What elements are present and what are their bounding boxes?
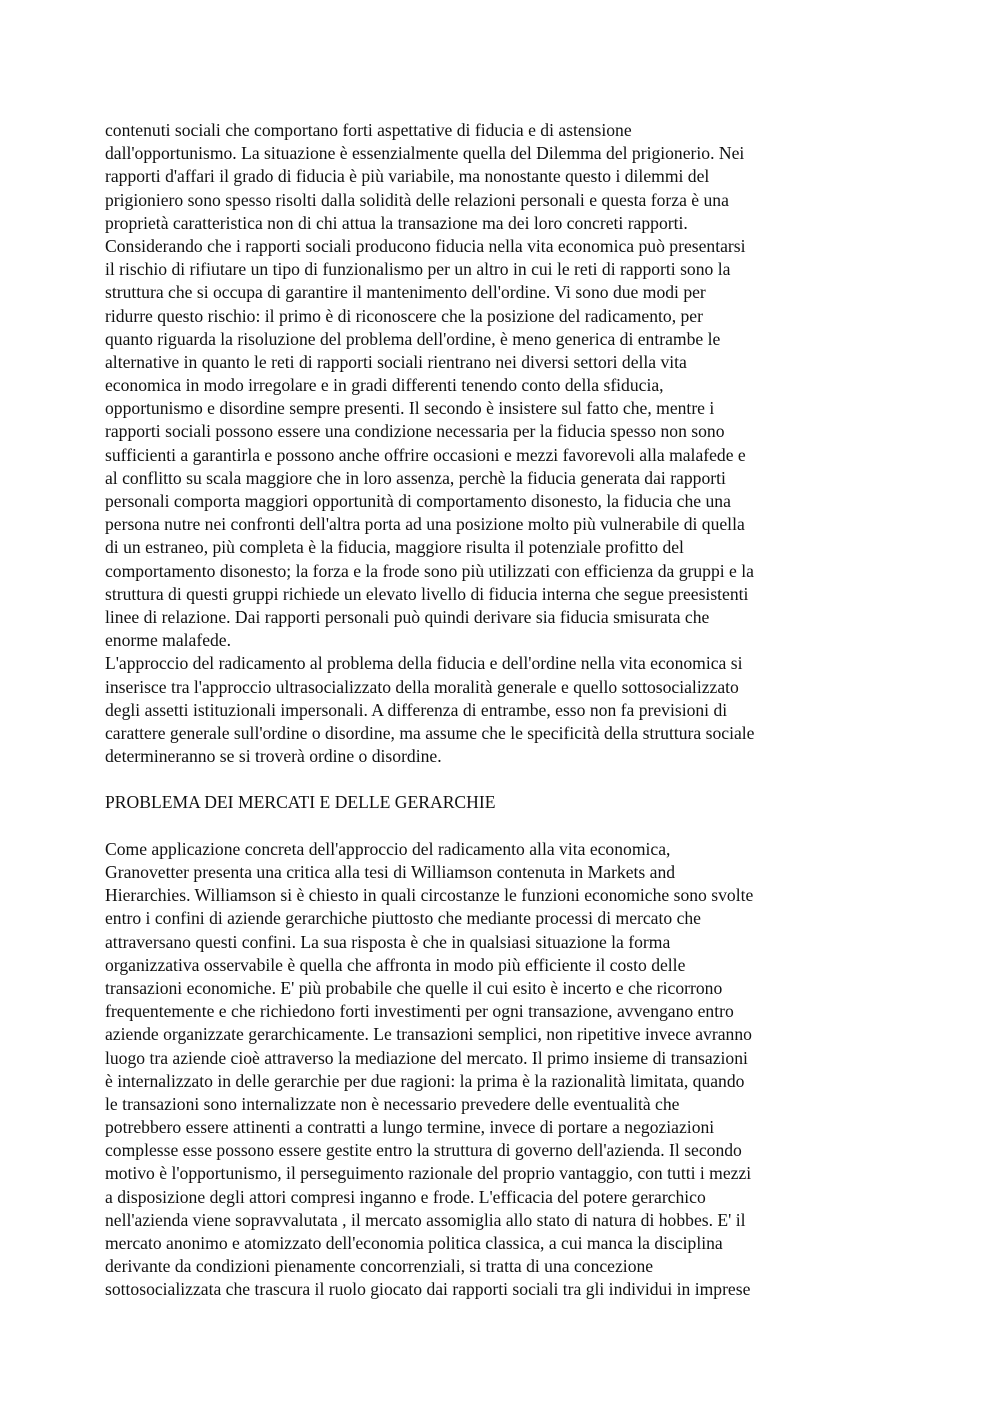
text-line: Considerando che i rapporti sociali producono fiducia nella vita economica può presentarsi bbox=[105, 235, 746, 256]
text-line: Hierarchies. Williamson si è chiesto in quali circostanze le funzioni economiche sono svolte bbox=[105, 885, 754, 906]
section-heading: PROBLEMA DEI MERCATI E DELLE GERARCHIE bbox=[105, 792, 496, 813]
text-line: alternative in quanto le reti di rapporti sociali rientrano nei diversi settori della vita bbox=[105, 351, 687, 372]
text-line: derivante da condizioni pienamente concorrenziali, si tratta di una concezione bbox=[105, 1256, 654, 1277]
text-line: le transazioni sono internalizzate non è necessario prevedere delle eventualità che bbox=[105, 1093, 680, 1114]
text-line: prigioniero sono spesso risolti dalla solidità delle relazioni personali e questa forza è una bbox=[105, 189, 729, 210]
paragraph-markets-hierarchies bbox=[105, 838, 865, 1302]
text-line: complesse esse possono essere gestite entro la struttura di governo dell'azienda. Il secondo bbox=[105, 1140, 742, 1161]
text-line: il rischio di rifiutare un tipo di funzionalismo per un altro in cui le reti di rapporti sono la bbox=[105, 259, 731, 280]
document-body bbox=[105, 119, 865, 1302]
text-line: linee di relazione. Dai rapporti personali può quindi derivare sia fiducia smisurata che bbox=[105, 606, 710, 627]
text-line: nell'azienda viene sopravvalutata , il mercato assomiglia allo stato di natura di hobbes. E' il bbox=[105, 1209, 746, 1230]
text-line: Granovetter presenta una critica alla tesi di Williamson contenuta in Markets and bbox=[105, 862, 676, 882]
text-line: carattere generale sull'ordine o disordine, ma assume che le specificità della struttura sociale bbox=[105, 722, 755, 743]
text-line: frequentemente e che richiedono forti investimenti per ogni transazione, avvengano entro bbox=[105, 1001, 734, 1022]
text-line: entro i confini di aziende gerarchiche piuttosto che mediante processi di mercato che bbox=[105, 908, 701, 929]
text-line: sottosocializzata che trascura il ruolo giocato dai rapporti sociali tra gli individui in imprese bbox=[105, 1279, 751, 1300]
text-line: contenuti sociali che comportano forti aspettative di fiducia e di astensione bbox=[105, 120, 632, 140]
text-line: persona nutre nei confronti dell'altra porta ad una posizione molto più vulnerabile di quella bbox=[105, 514, 745, 535]
text-line: di un estraneo, più completa è la fiducia, maggiore risulta il potenziale profitto del bbox=[105, 537, 684, 558]
text-line: aziende organizzate gerarchicamente. Le transazioni semplici, non ripetitive invece avranno bbox=[105, 1024, 752, 1045]
text-line: struttura di questi gruppi richiede un elevato livello di fiducia interna che segue preesistenti bbox=[105, 583, 749, 604]
text-line: determineranno se si troverà ordine o disordine. bbox=[105, 746, 442, 767]
text-line: struttura che si occupa di garantire il mantenimento dell'ordine. Vi sono due modi per bbox=[105, 282, 706, 303]
text-line: potrebbero essere attinenti a contratti a lungo termine, invece di portare a negoziazioni bbox=[105, 1117, 715, 1138]
text-line: mercato anonimo e atomizzato dell'economia politica classica, a cui manca la disciplina bbox=[105, 1233, 723, 1253]
paragraph-trust-and-order bbox=[105, 119, 865, 652]
text-line: enorme malafede. bbox=[105, 630, 232, 651]
text-line: personali comporta maggiori opportunità di comportamento disonesto, la fiducia che una bbox=[105, 491, 731, 511]
text-line: opportunismo e disordine sempre presenti. Il secondo è insistere sul fatto che, mentre i bbox=[105, 398, 715, 419]
text-line: transazioni economiche. E' più probabile che quelle il cui esito è incerto e che ricorrono bbox=[105, 977, 723, 998]
text-line: proprietà caratteristica non di chi attua la transazione ma dei loro concreti rapporti. bbox=[105, 212, 688, 233]
text-line: dall'opportunismo. La situazione è essenzialmente quella del Dilemma del prigionerio. Nei bbox=[105, 143, 745, 164]
text-line: a disposizione degli attori compresi inganno e frode. L'efficacia del potere gerarchico bbox=[105, 1186, 706, 1207]
text-line: economica in modo irregolare e in gradi differenti tenendo conto della sfiducia, bbox=[105, 375, 664, 396]
text-line: al conflitto su scala maggiore che in loro assenza, perchè la fiducia generata dai rapporti bbox=[105, 467, 726, 488]
paragraph-embeddedness-approach bbox=[105, 652, 865, 768]
text-line: inserisce tra l'approccio ultrasocializzato della moralità generale e quello sottosocializzato bbox=[105, 676, 739, 697]
text-line: comportamento disonesto; la forza e la frode sono più utilizzati con efficienza da gruppi e la bbox=[105, 560, 754, 581]
text-line: Come applicazione concreta dell'approccio del radicamento alla vita economica, bbox=[105, 838, 671, 859]
text-line: rapporti sociali possono essere una condizione necessaria per la fiducia spesso non sono bbox=[105, 421, 725, 442]
text-line: L'approccio del radicamento al problema della fiducia e dell'ordine nella vita economica si bbox=[105, 653, 743, 674]
text-line: quanto riguarda la risoluzione del problema dell'ordine, è meno generica di entrambe le bbox=[105, 328, 721, 349]
text-line: motivo è l'opportunismo, il perseguimento razionale del proprio vantaggio, con tutti i mezzi bbox=[105, 1163, 752, 1184]
paragraph-spacer bbox=[105, 815, 865, 838]
text-line: luogo tra aziende cioè attraverso la mediazione del mercato. Il primo insieme di transazioni bbox=[105, 1047, 748, 1068]
text-line: è internalizzato in delle gerarchie per due ragioni: la prima è la razionalità limitata, quando bbox=[105, 1070, 745, 1091]
text-line: rapporti d'affari il grado di fiducia è più variabile, ma nonostante questo i dilemmi del bbox=[105, 166, 710, 187]
text-line: organizzativa osservabile è quella che affronta in modo più efficiente il costo delle bbox=[105, 954, 686, 975]
paragraph-spacer bbox=[105, 768, 865, 791]
text-line: sufficienti a garantirla e possono anche offrire occasioni e mezzi favorevoli alla malafede e bbox=[105, 444, 746, 465]
text-line: ridurre questo rischio: il primo è di riconoscere che la posizione del radicamento, per bbox=[105, 305, 703, 326]
text-line: degli assetti istituzionali impersonali. A differenza di entrambe, esso non fa previsioni di bbox=[105, 699, 728, 720]
text-line: attraversano questi confini. La sua risposta è che in qualsiasi situazione la forma bbox=[105, 931, 671, 952]
